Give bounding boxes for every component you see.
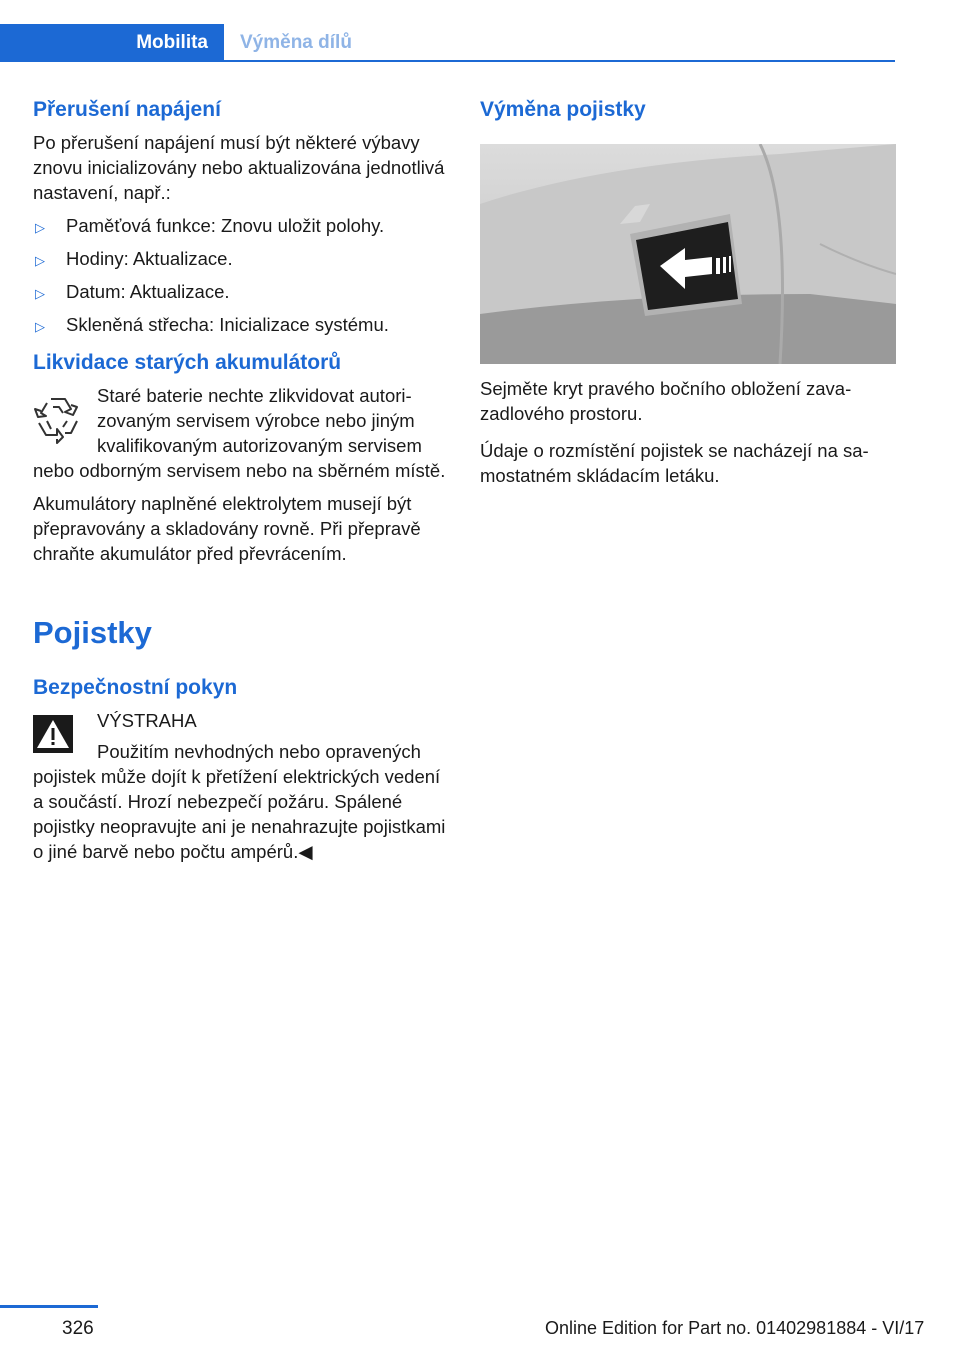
edition-note: Online Edition for Part no. 01402981884 - VI/17 bbox=[545, 1318, 925, 1338]
triangle-right-icon: ▷ bbox=[35, 220, 45, 235]
page-number: 326 bbox=[62, 1318, 94, 1339]
heading-vymena-pojistky: Výměna pojistky bbox=[480, 98, 646, 121]
warning-note bbox=[33, 708, 453, 864]
fuse-cover-photo bbox=[480, 144, 896, 364]
heading-bezpecnostni-pokyn: Bezpečnostní pokyn bbox=[33, 676, 238, 699]
tab-mobilita[interactable]: Mobilita bbox=[0, 24, 224, 62]
warning-text: Použitím nevhodných nebo opravených pojistek může dojít k přetížení elektrických vedení a součástí. Hrozí nebezpečí požáru. Spálené pojistky neopravujte ani je nenahrazujte pojistkami o jiné barvě nebo počtu ampérů.◀ bbox=[33, 741, 446, 862]
chapter-title-pojistky: Pojistky bbox=[33, 615, 152, 650]
right-column bbox=[480, 96, 896, 488]
heading-likvidace-akumulatoru: Likvidace starých akumulátorů bbox=[33, 351, 342, 374]
list-item: ▷ Paměťová funkce: Znovu uložit polohy. bbox=[33, 213, 453, 246]
trunk-panel-illustration bbox=[480, 144, 896, 364]
triangle-right-icon: ▷ bbox=[35, 319, 45, 334]
triangle-right-icon: ▷ bbox=[35, 286, 45, 301]
bullet-list bbox=[33, 213, 453, 345]
triangle-right-icon: ▷ bbox=[35, 253, 45, 268]
recycle-note bbox=[33, 383, 453, 483]
warning-icon bbox=[33, 715, 73, 753]
recycle-icon bbox=[33, 393, 83, 445]
header-rule bbox=[224, 60, 895, 62]
footer-rule bbox=[0, 1305, 98, 1308]
remove-cover-text: Sejměte kryt pravého bočního obložení zavazadlového prostoru. bbox=[480, 378, 852, 424]
warning-label: VÝSTRAHA bbox=[97, 710, 197, 731]
list-item: ▷ Datum: Aktualizace. bbox=[33, 279, 453, 312]
list-item: ▷ Skleněná střecha: Inicializace systému. bbox=[33, 312, 453, 345]
fuse-layout-text: Údaje o rozmístění pojistek se nacházejí na samostatném skládacím letáku. bbox=[480, 440, 869, 486]
recycle-text: Staré baterie nechte zlikvidovat autorizovaným servisem výrobce nebo jiným kvalifikovaným autorizovaným servisem nebo odborným servisem nebo na sběrném místě. bbox=[33, 385, 446, 481]
intro-text: Po přerušení napájení musí být některé výbavy znovu inicializovány nebo aktualizována jednotlivá nastavení, např.: bbox=[33, 132, 445, 203]
heading-prerusenie-napajeni: Přerušení napájení bbox=[33, 98, 221, 121]
list-item: ▷ Hodiny: Aktualizace. bbox=[33, 246, 453, 279]
left-column bbox=[33, 96, 453, 864]
storage-text: Akumulátory naplněné elektrolytem musejí být přepravovány a skladovány rovně. Při přepravě chraňte akumulátor před převrácením. bbox=[33, 493, 421, 564]
tab-vymena-dilu[interactable]: Výměna dílů bbox=[240, 32, 352, 53]
header-bar bbox=[0, 0, 960, 64]
